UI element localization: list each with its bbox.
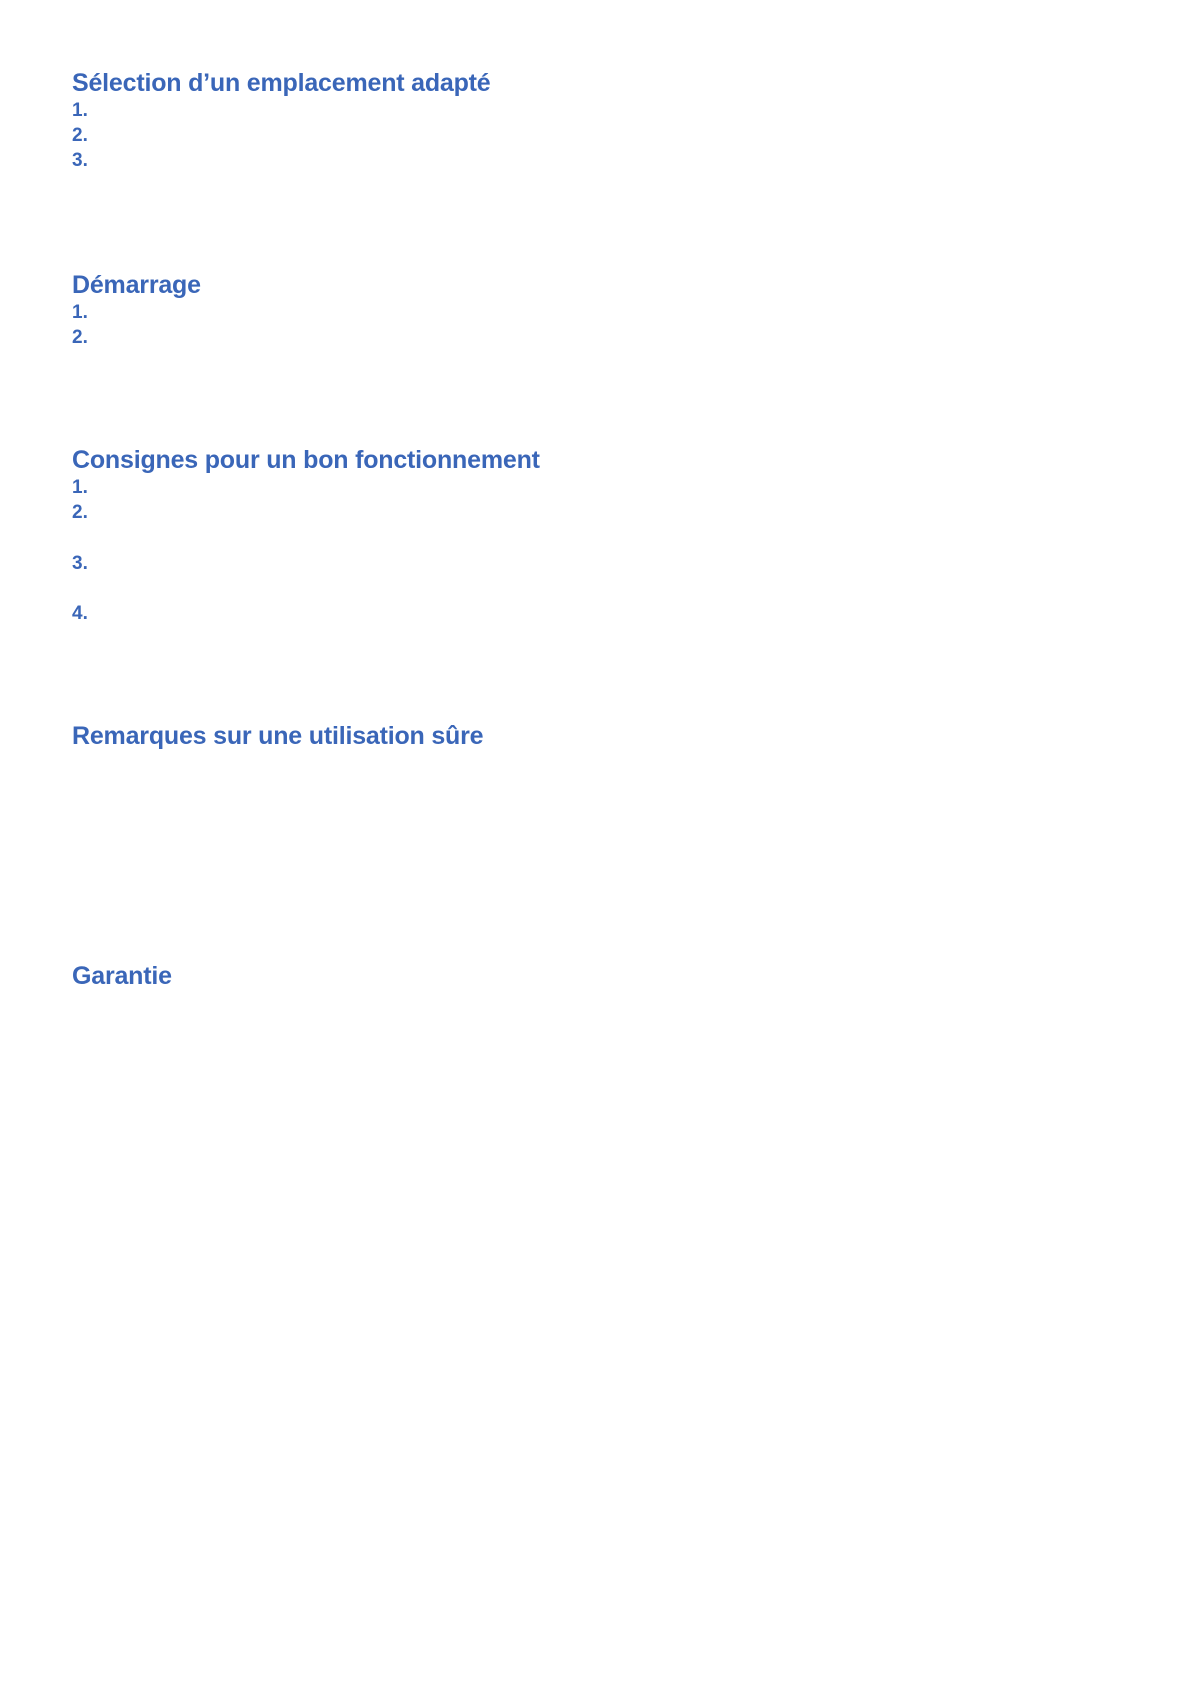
section-heading: Consignes pour un bon fonctionnement bbox=[72, 446, 540, 474]
numbered-list bbox=[72, 98, 491, 173]
section-heading: Remarques sur une utilisation sûre bbox=[72, 722, 484, 750]
section-remarques bbox=[72, 721, 483, 751]
list-number: 1. bbox=[72, 477, 88, 498]
section-heading: Démarrage bbox=[72, 271, 201, 299]
numbered-list bbox=[72, 475, 540, 626]
list-number: 4. bbox=[72, 603, 88, 624]
list-number: 2. bbox=[72, 502, 88, 523]
list-number: 1. bbox=[72, 302, 88, 323]
list-number: 2. bbox=[72, 125, 88, 146]
section-heading: Garantie bbox=[72, 962, 172, 990]
section-garantie bbox=[72, 961, 172, 991]
list-number: 3. bbox=[72, 150, 88, 171]
numbered-list bbox=[72, 300, 201, 350]
list-number: 1. bbox=[72, 100, 88, 121]
section-demarrage bbox=[72, 270, 201, 350]
list-number: 3. bbox=[72, 553, 88, 574]
list-number: 2. bbox=[72, 327, 88, 348]
section-consignes bbox=[72, 445, 540, 626]
section-emplacement bbox=[72, 68, 491, 173]
section-heading: Sélection d’un emplacement adapté bbox=[72, 69, 491, 97]
